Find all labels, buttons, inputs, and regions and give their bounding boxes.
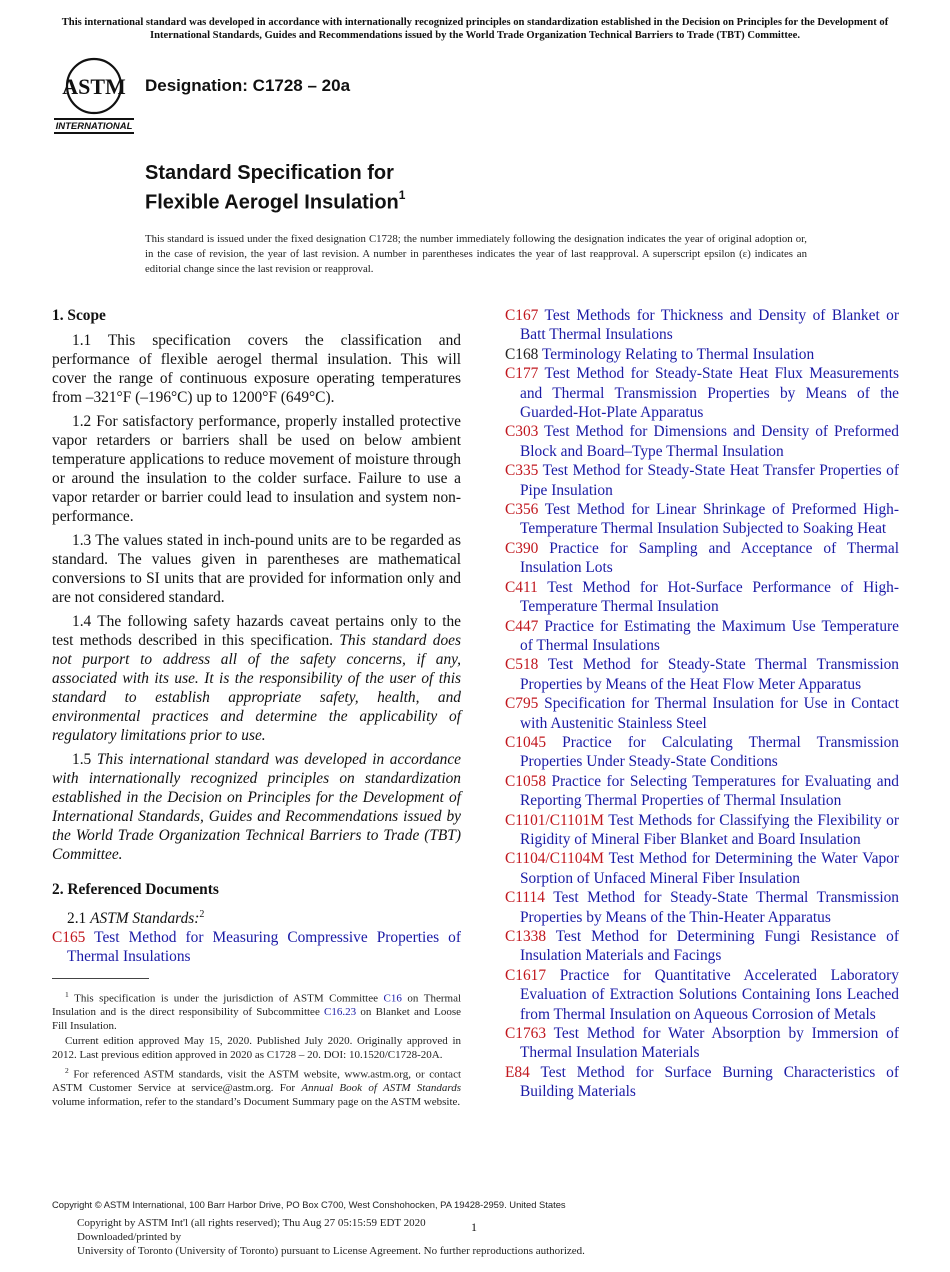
reference-item[interactable]: C411 Test Method for Hot-Surface Performance of High-Temperature Thermal Insulation: [505, 578, 900, 616]
reference-item[interactable]: C795 Specification for Thermal Insulation for Use in Contact with Austenitic Stainless Steel: [505, 695, 899, 732]
reference-item[interactable]: C356 Test Method for Linear Shrinkage of Preformed High-Temperature Thermal Insulation Subjected to Soaking Heat: [505, 501, 899, 538]
reference-item[interactable]: C518 Test Method for Steady-State Thermal Transmission Properties by Means of the Heat Flow Meter Apparatus: [505, 656, 899, 693]
reference-item[interactable]: C167 Test Methods for Thickness and Density of Blanket or Batt Thermal Insulations: [505, 307, 899, 344]
copyright-line: Copyright © ASTM International, 100 Barr Harbor Drive, PO Box C700, West Conshohocken, PA 19428-2959. United States: [52, 1199, 566, 1210]
footnote-divider: [52, 978, 149, 979]
footnote-edition: Current edition approved May 15, 2020. Published July 2020. Originally approved in 2012. Last previous edition approved in 2020 as C1728 – 20. DOI: 10.1520/C1728-20A.: [52, 1035, 461, 1061]
footnote-2: $^2$ For referenced ASTM standards, visit the ASTM website, www.astm.org, or contact ASTM Customer Service at service@astm.org. For Annual Book of ASTM Standards volume information, refer to the standard’s Document Summary page on the ASTM website.: [52, 1066, 462, 1108]
reference-item[interactable]: C1104/C1104M Test Method for Determining the Water Vapor Sorption of Unfaced Mineral Fiber Insulation: [505, 850, 899, 887]
document-title: [145, 161, 405, 215]
astm-logo-word: INTERNATIONAL: [55, 121, 133, 132]
footnote-1: $^1$ This specification is under the jurisdiction of ASTM Committee C16 on Thermal Insulation and is the direct responsibility of Subcommittee C16.23 on Blanket and Loose Fill Insulation.: [52, 990, 462, 1032]
reference-item[interactable]: C390 Practice for Sampling and Acceptance of Thermal Insulation Lots: [505, 539, 899, 577]
astm-logo: [52, 56, 136, 136]
reference-item[interactable]: C165 Test Method for Measuring Compressive Properties of Thermal Insulations: [52, 929, 461, 966]
reference-item[interactable]: C168 Terminology Relating to Thermal Insulation: [505, 345, 815, 363]
reference-item[interactable]: C1114 Test Method for Steady-State Thermal Transmission Properties by Means of the Thin-Heater Apparatus: [505, 889, 899, 926]
download-line-1: Copyright by ASTM Int'l (all rights reserved); Thu Aug 27 05:15:59 EDT 2020: [77, 1217, 426, 1229]
left-column: [52, 306, 461, 966]
preface-note: This standard is issued under the fixed designation C1728; the number immediately following the designation indicates the year of original adoption or, in the case of revision, the year of last revision. A number in parentheses indicates the year of last reapproval. A superscript epsilon (ε) indicates an editorial change since the last revision or reapproval.: [145, 233, 807, 275]
reference-item[interactable]: C1058 Practice for Selecting Temperatures for Evaluating and Reporting Thermal Properties of Thermal Insulation: [505, 772, 899, 810]
scope-heading: 1. Scope: [52, 307, 106, 324]
reference-item[interactable]: C1101/C1101M Test Methods for Classifying the Flexibility or Rigidity of Mineral Fiber Blanket and Board Insulation: [505, 811, 899, 848]
committee-link[interactable]: C16: [383, 992, 402, 1005]
designation: Designation: C1728 – 20a: [145, 76, 351, 95]
reference-item[interactable]: C303 Test Method for Dimensions and Density of Preformed Block and Board–Type Thermal Insulation: [505, 423, 900, 460]
reference-item[interactable]: C177 Test Method for Steady-State Heat Flux Measurements and Thermal Transmission Properties by Means of the Guarded-Hot-Plate Apparatus: [505, 365, 899, 422]
reference-item[interactable]: C1617 Practice for Quantitative Accelerated Laboratory Evaluation of Extraction Solutions Containing Ions Leached from Thermal Insulation on Aqueous Corrosion of Metals: [505, 966, 900, 1023]
scope-paragraph-1-5: 1.5 This international standard was developed in accordance with internationally recognized principles on standardization established in the Decision on Principles for the Development of International Standards, Guides and Recommendations issued by the World Trade Organization Technical Barriers to Trade (TBT) Committee.: [52, 751, 461, 863]
scope-paragraph-1-3: 1.3 The values stated in inch-pound units are to be regarded as standard. The values given in parentheses are mathematical conversions to SI units that are provided for information only and are not considered standard.: [52, 532, 461, 606]
standard-notice: This international standard was developed in accordance with internationally recognized principles on standardization established in the Decision on Principles for the Development of International Standards, Guides and Recommendations issued by the World Trade Organization Technical Barriers to Trade (TBT) Committee.: [61, 17, 889, 41]
footnotes: [52, 988, 461, 1111]
reference-item[interactable]: C335 Test Method for Steady-State Heat Transfer Properties of Pipe Insulation: [505, 462, 899, 499]
scope-paragraph-1-4: 1.4 The following safety hazards caveat pertains only to the test methods described in this specification. This standard does not purport to address all of the safety concerns, if any, associated with its use. It is the responsibility of the user of this standard to establish appropriate safety, health, and environmental practices and determine the applicability of regulatory limitations prior to use.: [52, 613, 461, 744]
right-column: [505, 306, 899, 1102]
astm-logo-letters: ASTM: [62, 74, 126, 99]
page-number: 1: [471, 1220, 477, 1234]
download-line-2: Downloaded/printed by: [77, 1231, 182, 1243]
reference-item[interactable]: C1763 Test Method for Water Absorption by Immersion of Thermal Insulation Materials: [505, 1025, 899, 1062]
title-line-2: Flexible Aerogel Insulation: [145, 191, 399, 214]
reference-item[interactable]: C1045 Practice for Calculating Thermal Transmission Properties Under Steady-State Conditions: [505, 733, 899, 771]
title-line-1: Standard Specification for: [145, 162, 394, 184]
astm-standards-subheading: 2.1 ASTM Standards:$^2$: [67, 909, 205, 928]
reference-item[interactable]: E84 Test Method for Surface Burning Characteristics of Building Materials: [505, 1063, 899, 1101]
download-notice: [77, 1216, 585, 1258]
reference-item[interactable]: C447 Practice for Estimating the Maximum Use Temperature of Thermal Insulations: [505, 617, 899, 654]
subcommittee-link[interactable]: C16.23: [324, 1006, 357, 1019]
reference-item[interactable]: C1338 Test Method for Determining Fungi Resistance of Insulation Materials and Facings: [505, 928, 899, 965]
scope-paragraph-1-1: 1.1 This specification covers the classification and performance of flexible aerogel thermal insulation. This will cover the range of continuous exposure operating temperatures from –321°F (–196°C) up to 1200°F (649°C).: [52, 332, 461, 406]
referenced-documents-heading: 2. Referenced Documents: [52, 881, 219, 898]
scope-paragraph-1-2: 1.2 For satisfactory performance, properly installed protective vapor retarders or barriers shall be used on below ambient temperature applications to reduce movement of moisture through or around the insulation to the colder surface. Failure to use a vapor retarder or barrier could lead to insulation and system non-performance.: [52, 413, 461, 525]
download-line-3: University of Toronto (University of Toronto) pursuant to License Agreement. No further reproductions authorized.: [77, 1245, 585, 1257]
title-footnote-mark: 1: [398, 188, 406, 202]
